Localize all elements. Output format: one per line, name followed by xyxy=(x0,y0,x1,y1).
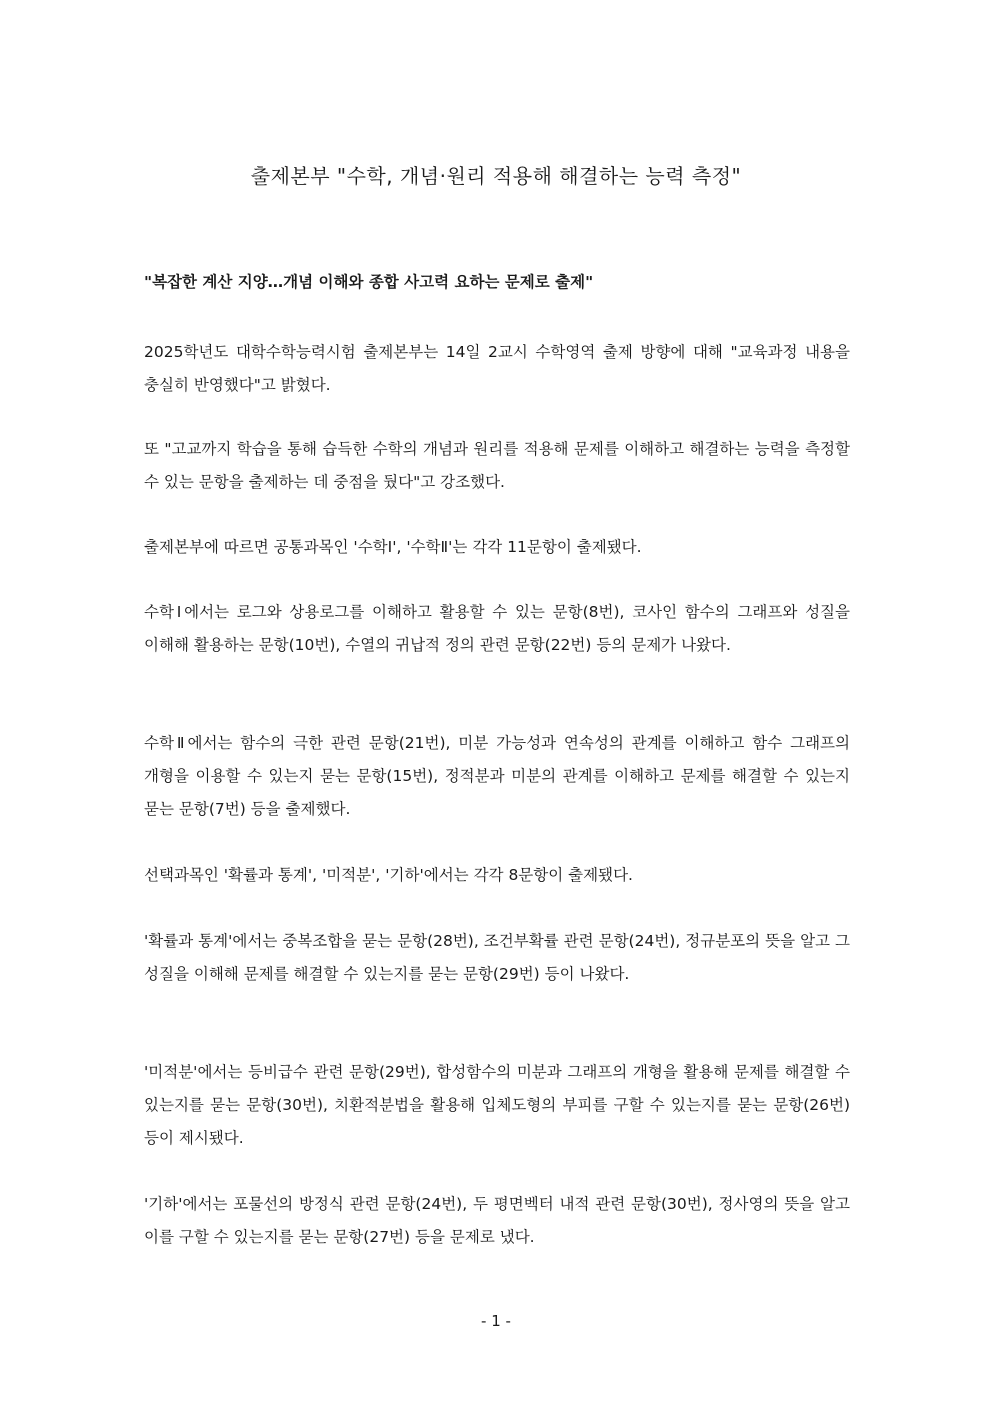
document-subtitle: "복잡한 계산 지양…개념 이해와 종합 사고력 요하는 문제로 출제" xyxy=(144,273,594,291)
paragraph-5: 수학Ⅱ에서는 함수의 극한 관련 문항(21번), 미분 가능성과 연속성의 관계를 이해하고 함수 그래프의 개형을 이용할 수 있는지 묻는 문항(15번), 정적분과 미분의 관계를 이해하고 문제를 해결할 수 있는지 묻는 문항(7번) 등을 출제했다. xyxy=(144,734,850,818)
paragraph-4: 수학Ⅰ에서는 로그와 상용로그를 이해하고 활용할 수 있는 문항(8번), 코사인 함수의 그래프와 성질을 이해해 활용하는 문항(10번), 수열의 귀납적 정의 관련 문항(22번) 등의 문제가 나왔다. xyxy=(144,603,850,654)
paragraph-7: '확률과 통계'에서는 중복조합을 묻는 문항(28번), 조건부확률 관련 문항(24번), 정규분포의 뜻을 알고 그 성질을 이해해 문제를 해결할 수 있는지를 묻는 문항(29번) 등이 나왔다. xyxy=(144,932,850,983)
page-number: - 1 - xyxy=(481,1312,511,1330)
paragraph-9: '기하'에서는 포물선의 방정식 관련 문항(24번), 두 평면벡터 내적 관련 문항(30번), 정사영의 뜻을 알고 이를 구할 수 있는지를 묻는 문항(27번) 등을 문제로 냈다. xyxy=(144,1195,850,1246)
document-title: 출제본부 "수학, 개념·원리 적용해 해결하는 능력 측정" xyxy=(250,164,742,188)
paragraph-8: '미적분'에서는 등비급수 관련 문항(29번), 합성함수의 미분과 그래프의 개형을 활용해 문제를 해결할 수 있는지를 묻는 문항(30번), 치환적분법을 활용해 입체도형의 부피를 구할 수 있는지를 묻는 문항(26번) 등이 제시됐다. xyxy=(144,1063,850,1147)
paragraph-2: 또 "고교까지 학습을 통해 습득한 수학의 개념과 원리를 적용해 문제를 이해하고 해결하는 능력을 측정할 수 있는 문항을 출제하는 데 중점을 뒀다"고 강조했다. xyxy=(144,440,850,491)
paragraph-1: 2025학년도 대학수학능력시험 출제본부는 14일 2교시 수학영역 출제 방향에 대해 "교육과정 내용을 충실히 반영했다"고 밝혔다. xyxy=(144,343,850,394)
paragraph-3: 출제본부에 따르면 공통과목인 '수학Ⅰ', '수학Ⅱ'는 각각 11문항이 출제됐다. xyxy=(144,538,642,556)
paragraph-6: 선택과목인 '확률과 통계', '미적분', '기하'에서는 각각 8문항이 출제됐다. xyxy=(144,866,633,884)
